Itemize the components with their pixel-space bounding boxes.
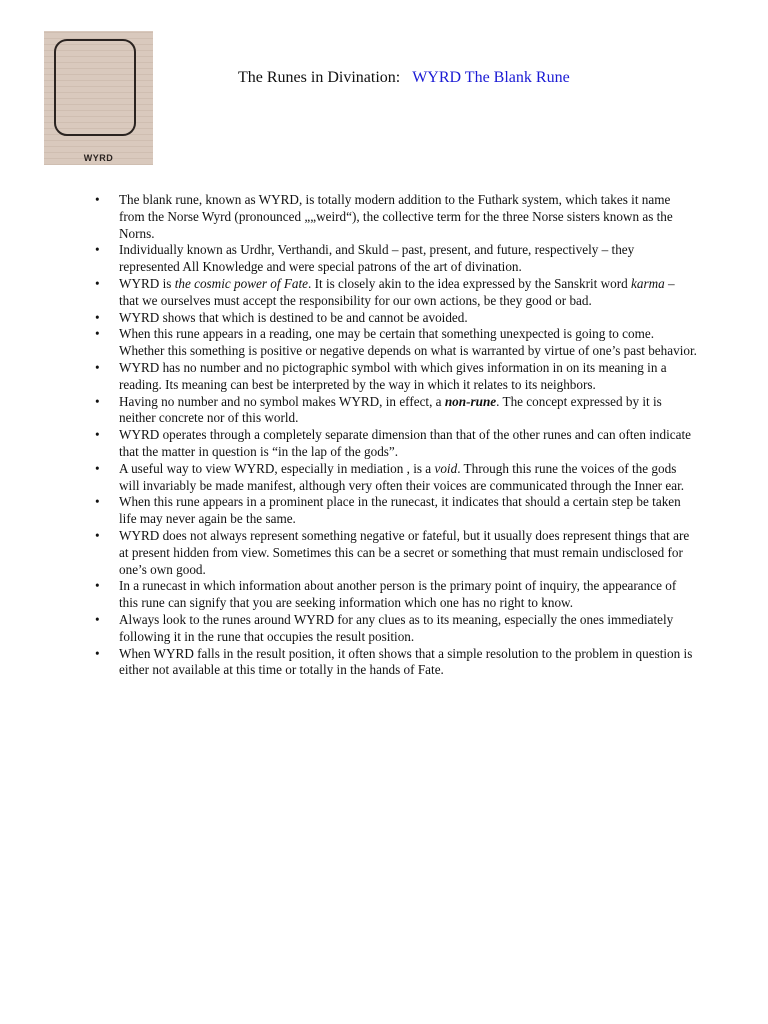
list-item-text: WYRD shows that which is destined to be and cannot be avoided.	[119, 309, 468, 325]
page-title	[238, 69, 570, 87]
list-item-text: – that we ourselves must accept the responsibility for our own actions, be they good or bad.	[119, 275, 675, 308]
list-item-text: . It is closely akin to the idea expressed by the Sanskrit word	[308, 275, 632, 291]
list-item	[93, 612, 697, 646]
list-item	[93, 360, 697, 394]
list-item-text: Having no number and no symbol makes WYRD, in effect, a	[119, 393, 445, 409]
list-item-text: When WYRD falls in the result position, it often shows that a simple resolution to the problem in question is either not available at this time or totally in the hands of Fate.	[119, 645, 693, 678]
list-item-text: the cosmic power of Fate	[174, 275, 308, 291]
list-item-text: WYRD operates through a completely separate dimension than that of the other runes and can often indicate that the matter in question is “in the lap of the gods”.	[119, 427, 691, 459]
list-item-text: . Through this rune the voices of the gods will invariably be made manifest, although very often their voices are communicated through the Inner ear.	[119, 460, 685, 493]
title-highlight: WYRD The Blank Rune	[412, 69, 570, 86]
list-item	[93, 394, 697, 428]
list-item	[93, 242, 697, 276]
list-item-text: karma	[631, 275, 665, 291]
list-item	[93, 192, 697, 242]
list-item-text: In a runecast in which information about another person is the primary point of inquiry, the appearance of this rune can signify that you are seeking information which one has no right to know.	[119, 578, 677, 611]
list-item-text: A useful way to view WYRD, especially in mediation , is a	[119, 460, 435, 476]
rune-caption: WYRD	[83, 153, 114, 163]
list-item-text: . The concept expressed by it is neither concrete nor of this world.	[119, 393, 662, 426]
list-item-text: WYRD is	[119, 275, 175, 291]
list-item-text: The blank rune, known as WYRD, is totally modern addition to the Futhark system, which takes it name from the Norse Wyrd (pronounced „„weird“), the collective term for the three Norse sisters known as the Norns.	[119, 192, 673, 241]
list-item-text: Individually known as Urdhr, Verthandi, and Skuld – past, present, and future, respectively – they represented All Knowledge and were special patrons of the art of divination.	[119, 242, 635, 275]
list-item-text: non-rune	[444, 393, 497, 409]
list-item	[93, 528, 697, 578]
rune-illustration	[44, 31, 153, 165]
blank-rune-stone	[54, 39, 136, 136]
list-item	[93, 427, 697, 461]
title-prefix: The Runes in Divination:	[238, 69, 401, 86]
list-item	[93, 646, 697, 680]
bullet-list	[93, 192, 697, 679]
list-item-text: WYRD has no number and no pictographic symbol with which gives information in on its meaning in a reading. Its meaning can best be interpreted by the way in which it relates to its neighbors.	[119, 359, 667, 392]
list-item-text: WYRD does not always represent something negative or fateful, but it usually does represent things that are at present hidden from view. Sometimes this can be a secret or something that must remain undisclosed for one’s own good.	[119, 527, 690, 577]
list-item	[93, 461, 697, 495]
list-item-text: When this rune appears in a reading, one may be certain that something unexpected is going to come. Whether this something is positive or negative depends on what is warranted by virtue of one’s past behavior.	[119, 326, 697, 359]
list-item-text: When this rune appears in a prominent place in the runecast, it indicates that should a certain step be taken life may never again be the same.	[119, 494, 681, 527]
list-item	[93, 310, 697, 327]
list-item	[93, 326, 697, 360]
list-item-text: void	[434, 460, 458, 476]
list-item	[93, 494, 697, 528]
list-item	[93, 276, 697, 310]
list-item-text: Always look to the runes around WYRD for any clues as to its meaning, especially the ones immediately following it in the rune that occupies the result position.	[119, 611, 674, 644]
list-item	[93, 578, 697, 612]
